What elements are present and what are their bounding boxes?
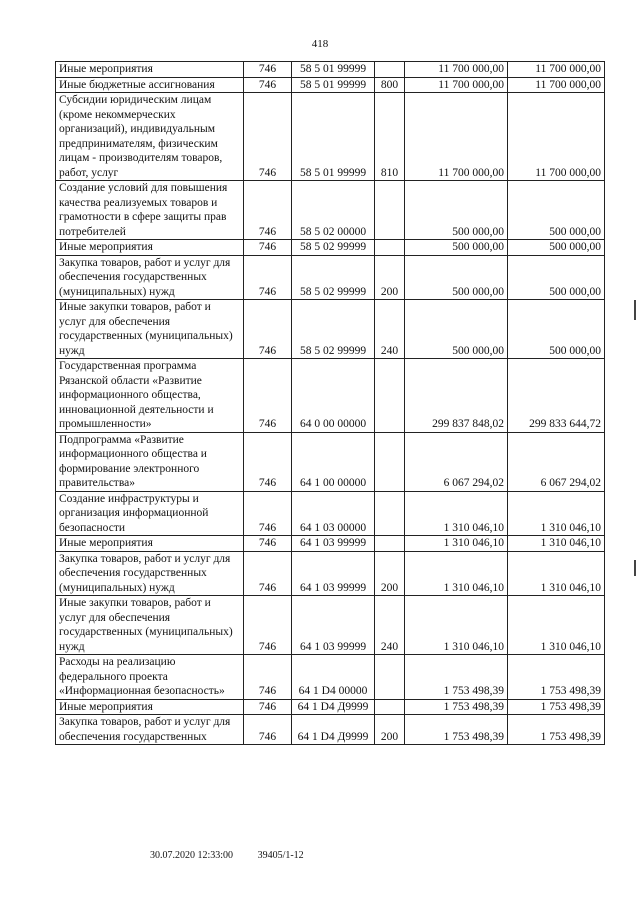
cell-target-code: 58 5 01 99999 bbox=[292, 77, 375, 93]
cell-target-code: 58 5 01 99999 bbox=[292, 62, 375, 78]
footer-timestamp: 30.07.2020 12:33:00 bbox=[150, 850, 234, 861]
cell-ministry-code: 746 bbox=[244, 715, 292, 745]
budget-table-body bbox=[56, 62, 605, 745]
cell-ministry-code: 746 bbox=[244, 300, 292, 359]
cell-amount-1: 1 310 046,10 bbox=[405, 491, 508, 536]
cell-expense-type: 200 bbox=[375, 715, 405, 745]
cell-amount-2: 500 000,00 bbox=[508, 181, 605, 240]
cell-amount-1: 1 753 498,39 bbox=[405, 699, 508, 715]
cell-amount-1: 500 000,00 bbox=[405, 300, 508, 359]
cell-expense-type bbox=[375, 655, 405, 700]
cell-target-code: 58 5 01 99999 bbox=[292, 93, 375, 181]
table-row bbox=[56, 699, 605, 715]
scan-edge-mark bbox=[634, 300, 636, 320]
cell-amount-2: 6 067 294,02 bbox=[508, 432, 605, 491]
cell-target-code: 64 1 D4 00000 bbox=[292, 655, 375, 700]
cell-expense-type: 800 bbox=[375, 77, 405, 93]
cell-amount-2: 1 310 046,10 bbox=[508, 596, 605, 655]
cell-expense-type bbox=[375, 536, 405, 552]
cell-amount-2: 500 000,00 bbox=[508, 240, 605, 256]
cell-expense-type: 200 bbox=[375, 255, 405, 300]
cell-ministry-code: 746 bbox=[244, 596, 292, 655]
cell-amount-2: 299 833 644,72 bbox=[508, 359, 605, 433]
cell-name: Иные закупки товаров, работ и услуг для обеспечения государственных (муниципальных) нужд bbox=[56, 300, 244, 359]
cell-target-code: 58 5 02 99999 bbox=[292, 300, 375, 359]
cell-amount-1: 6 067 294,02 bbox=[405, 432, 508, 491]
cell-amount-1: 11 700 000,00 bbox=[405, 77, 508, 93]
cell-ministry-code: 746 bbox=[244, 359, 292, 433]
cell-name: Закупка товаров, работ и услуг для обеспечения государственных bbox=[56, 715, 244, 745]
cell-ministry-code: 746 bbox=[244, 240, 292, 256]
cell-ministry-code: 746 bbox=[244, 432, 292, 491]
cell-name: Государственная программа Рязанской области «Развитие информационного общества, инновационной деятельности и промышленности» bbox=[56, 359, 244, 433]
cell-target-code: 64 1 03 00000 bbox=[292, 491, 375, 536]
cell-target-code: 64 1 03 99999 bbox=[292, 536, 375, 552]
cell-name: Закупка товаров, работ и услуг для обеспечения государственных (муниципальных) нужд bbox=[56, 551, 244, 596]
cell-ministry-code: 746 bbox=[244, 536, 292, 552]
cell-amount-2: 11 700 000,00 bbox=[508, 77, 605, 93]
cell-amount-2: 500 000,00 bbox=[508, 300, 605, 359]
cell-target-code: 58 5 02 99999 bbox=[292, 240, 375, 256]
cell-expense-type bbox=[375, 432, 405, 491]
table-row bbox=[56, 655, 605, 700]
table-row bbox=[56, 432, 605, 491]
cell-amount-2: 11 700 000,00 bbox=[508, 93, 605, 181]
cell-ministry-code: 746 bbox=[244, 699, 292, 715]
cell-expense-type bbox=[375, 240, 405, 256]
table-row bbox=[56, 77, 605, 93]
cell-name: Иные мероприятия bbox=[56, 536, 244, 552]
cell-expense-type bbox=[375, 181, 405, 240]
cell-ministry-code: 746 bbox=[244, 62, 292, 78]
table-row bbox=[56, 715, 605, 745]
cell-amount-2: 1 753 498,39 bbox=[508, 715, 605, 745]
cell-name: Расходы на реализацию федерального проекта «Информационная безопасность» bbox=[56, 655, 244, 700]
cell-amount-1: 500 000,00 bbox=[405, 255, 508, 300]
table-row bbox=[56, 62, 605, 78]
cell-expense-type: 240 bbox=[375, 596, 405, 655]
cell-name: Создание инфраструктуры и организация информационной безопасности bbox=[56, 491, 244, 536]
cell-expense-type: 240 bbox=[375, 300, 405, 359]
cell-name: Субсидии юридическим лицам (кроме некоммерческих организаций), индивидуальным предпринимателям, физическим лицам - производителям товаров, работ, услуг bbox=[56, 93, 244, 181]
cell-amount-2: 1 310 046,10 bbox=[508, 551, 605, 596]
table-row bbox=[56, 536, 605, 552]
cell-amount-1: 1 310 046,10 bbox=[405, 596, 508, 655]
cell-ministry-code: 746 bbox=[244, 93, 292, 181]
cell-amount-1: 1 310 046,10 bbox=[405, 536, 508, 552]
budget-table bbox=[55, 61, 605, 745]
cell-amount-1: 299 837 848,02 bbox=[405, 359, 508, 433]
cell-expense-type bbox=[375, 359, 405, 433]
cell-amount-2: 1 753 498,39 bbox=[508, 699, 605, 715]
cell-name: Иные мероприятия bbox=[56, 699, 244, 715]
cell-amount-2: 1 310 046,10 bbox=[508, 536, 605, 552]
table-row bbox=[56, 596, 605, 655]
cell-amount-2: 1 753 498,39 bbox=[508, 655, 605, 700]
table-row bbox=[56, 359, 605, 433]
cell-expense-type bbox=[375, 62, 405, 78]
cell-expense-type: 810 bbox=[375, 93, 405, 181]
cell-expense-type bbox=[375, 699, 405, 715]
table-row bbox=[56, 300, 605, 359]
cell-target-code: 64 1 D4 Д9999 bbox=[292, 715, 375, 745]
scan-edge-mark bbox=[634, 560, 636, 576]
cell-name: Иные мероприятия bbox=[56, 62, 244, 78]
cell-name: Создание условий для повышения качества реализуемых товаров и грамотности в сфере защиты прав потребителей bbox=[56, 181, 244, 240]
cell-amount-1: 11 700 000,00 bbox=[405, 93, 508, 181]
cell-ministry-code: 746 bbox=[244, 255, 292, 300]
cell-expense-type bbox=[375, 491, 405, 536]
cell-ministry-code: 746 bbox=[244, 77, 292, 93]
cell-target-code: 58 5 02 99999 bbox=[292, 255, 375, 300]
cell-expense-type: 200 bbox=[375, 551, 405, 596]
cell-target-code: 64 1 00 00000 bbox=[292, 432, 375, 491]
footer bbox=[150, 850, 326, 861]
table-row bbox=[56, 491, 605, 536]
cell-name: Закупка товаров, работ и услуг для обеспечения государственных (муниципальных) нужд bbox=[56, 255, 244, 300]
cell-target-code: 58 5 02 00000 bbox=[292, 181, 375, 240]
cell-amount-1: 11 700 000,00 bbox=[405, 62, 508, 78]
cell-name: Иные мероприятия bbox=[56, 240, 244, 256]
cell-target-code: 64 0 00 00000 bbox=[292, 359, 375, 433]
cell-amount-1: 500 000,00 bbox=[405, 240, 508, 256]
cell-ministry-code: 746 bbox=[244, 181, 292, 240]
cell-amount-2: 11 700 000,00 bbox=[508, 62, 605, 78]
table-row bbox=[56, 255, 605, 300]
cell-ministry-code: 746 bbox=[244, 551, 292, 596]
cell-ministry-code: 746 bbox=[244, 655, 292, 700]
cell-target-code: 64 1 03 99999 bbox=[292, 551, 375, 596]
cell-amount-1: 1 310 046,10 bbox=[405, 551, 508, 596]
footer-doc-number: 39405/1-12 bbox=[257, 850, 304, 861]
table-row bbox=[56, 181, 605, 240]
cell-amount-2: 500 000,00 bbox=[508, 255, 605, 300]
table-row bbox=[56, 93, 605, 181]
cell-amount-1: 500 000,00 bbox=[405, 181, 508, 240]
cell-target-code: 64 1 03 99999 bbox=[292, 596, 375, 655]
table-row bbox=[56, 240, 605, 256]
cell-amount-1: 1 753 498,39 bbox=[405, 715, 508, 745]
cell-name: Иные закупки товаров, работ и услуг для обеспечения государственных (муниципальных) нужд bbox=[56, 596, 244, 655]
cell-name: Подпрограмма «Развитие информационного общества и формирование электронного правительства» bbox=[56, 432, 244, 491]
cell-name: Иные бюджетные ассигнования bbox=[56, 77, 244, 93]
table-row bbox=[56, 551, 605, 596]
cell-target-code: 64 1 D4 Д9999 bbox=[292, 699, 375, 715]
cell-amount-1: 1 753 498,39 bbox=[405, 655, 508, 700]
page-number: 418 bbox=[311, 38, 329, 50]
cell-ministry-code: 746 bbox=[244, 491, 292, 536]
cell-amount-2: 1 310 046,10 bbox=[508, 491, 605, 536]
